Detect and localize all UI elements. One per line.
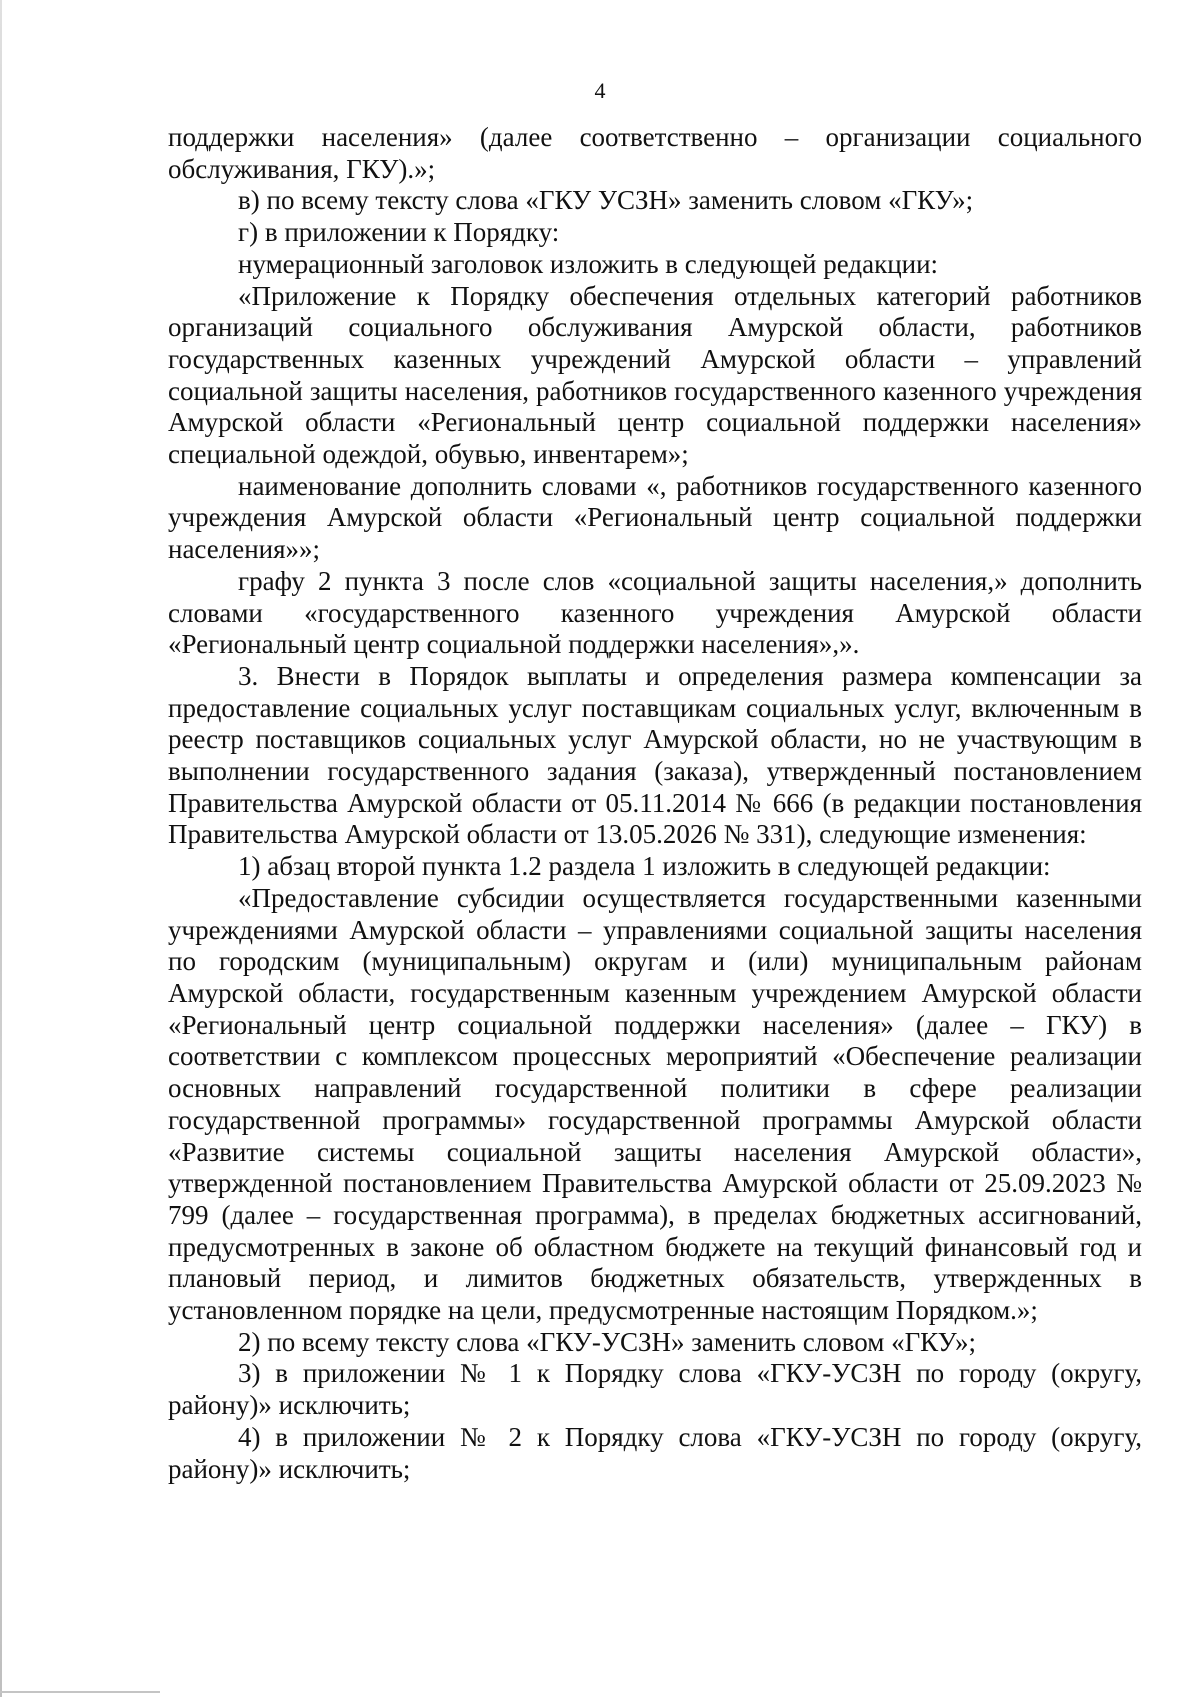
paragraph-sub-1: 1) абзац второй пункта 1.2 раздела 1 изложить в следующей редакции: — [238, 851, 1051, 882]
paragraph-title-addition: наименование дополнить словами «, работников государственного казенного учреждения Амурской области «Региональный центр социальной поддержки населения»»; — [168, 470, 1142, 565]
paragraph-section-3: 3. Внести в Порядок выплаты и определения размера компенсации за предоставление социальных услуг поставщикам социальных услуг, включенным в реестр поставщиков социальных услуг Амурской области, но не участвующим в выполнении государственного задания (заказа), утвержденный постановлением Правительства Амурской области от 05.11.2014 № 666 (в редакции постановления Правительства Амурской области от 13.05.2026 № 331), следующие изменения: — [168, 660, 1142, 850]
scan-edge-left — [0, 0, 2, 1697]
paragraph-item-g: г) в приложении к Порядку: — [238, 217, 560, 248]
page-number: 4 — [594, 78, 606, 103]
paragraph-sub-2: 2) по всему тексту слова «ГКУ-УСЗН» заменить словом «ГКУ»; — [238, 1326, 977, 1357]
paragraph-continuation: поддержки населения» (далее соответственно – организации социального обслуживания, ГКУ).»; — [168, 122, 1142, 184]
paragraph-subsidy-quote: «Предоставление субсидии осуществляется государственными казенными учреждениями Амурской области – управлениями социальной защиты населения по городским (муниципальным) округам и (или) муниципальным районам Амурской области, государственным казенным учреждением Амурской области «Региональный центр социальной поддержки населения» (далее – ГКУ) в соответствии с комплексом процессных мероприятий «Обеспечение реализации основных направлений государственной политики в сфере реализации государственной программы» государственной программы Амурской области «Развитие системы социальной защиты населения Амурской области», утвержденной постановлением Правительства Амурской области от 25.09.2023 № 799 (далее – государственная программа), в пределах бюджетных ассигнований, предусмотренных в законе об областном бюджете на текущий финансовый год и плановый период, и лимитов бюджетных обязательств, утвержденных в установленном порядке на цели, предусмотренные настоящим Порядком.»; — [168, 882, 1142, 1326]
paragraph-sub-4: 4) в приложении № 2 к Порядку слова «ГКУ-УСЗН по городу (округу, району)» исключить; — [168, 1421, 1142, 1484]
scan-edge-bottom — [0, 1691, 160, 1693]
document-body — [168, 122, 1142, 1485]
paragraph-item-v: в) по всему тексту слова «ГКУ УСЗН» заменить словом «ГКУ»; — [238, 185, 974, 216]
paragraph-sub-3: 3) в приложении № 1 к Порядку слова «ГКУ-УСЗН по городу (округу, району)» исключить; — [168, 1358, 1142, 1421]
paragraph-appendix-quote: «Приложение к Порядку обеспечения отдельных категорий работников организаций социального обслуживания Амурской области, работников государственных казенных учреждений Амурской области – управлений социальной защиты населения, работников государственного казенного учреждения Амурской области «Региональный центр социальной поддержки населения» специальной одеждой, обувью, инвентарем»; — [168, 280, 1142, 470]
paragraph-column-2: графу 2 пункта 3 после слов «социальной защиты населения,» дополнить словами «государственного казенного учреждения Амурской области «Региональный центр социальной поддержки населения»,». — [168, 565, 1142, 660]
paragraph-numbering-heading: нумерационный заголовок изложить в следующей редакции: — [238, 248, 939, 279]
